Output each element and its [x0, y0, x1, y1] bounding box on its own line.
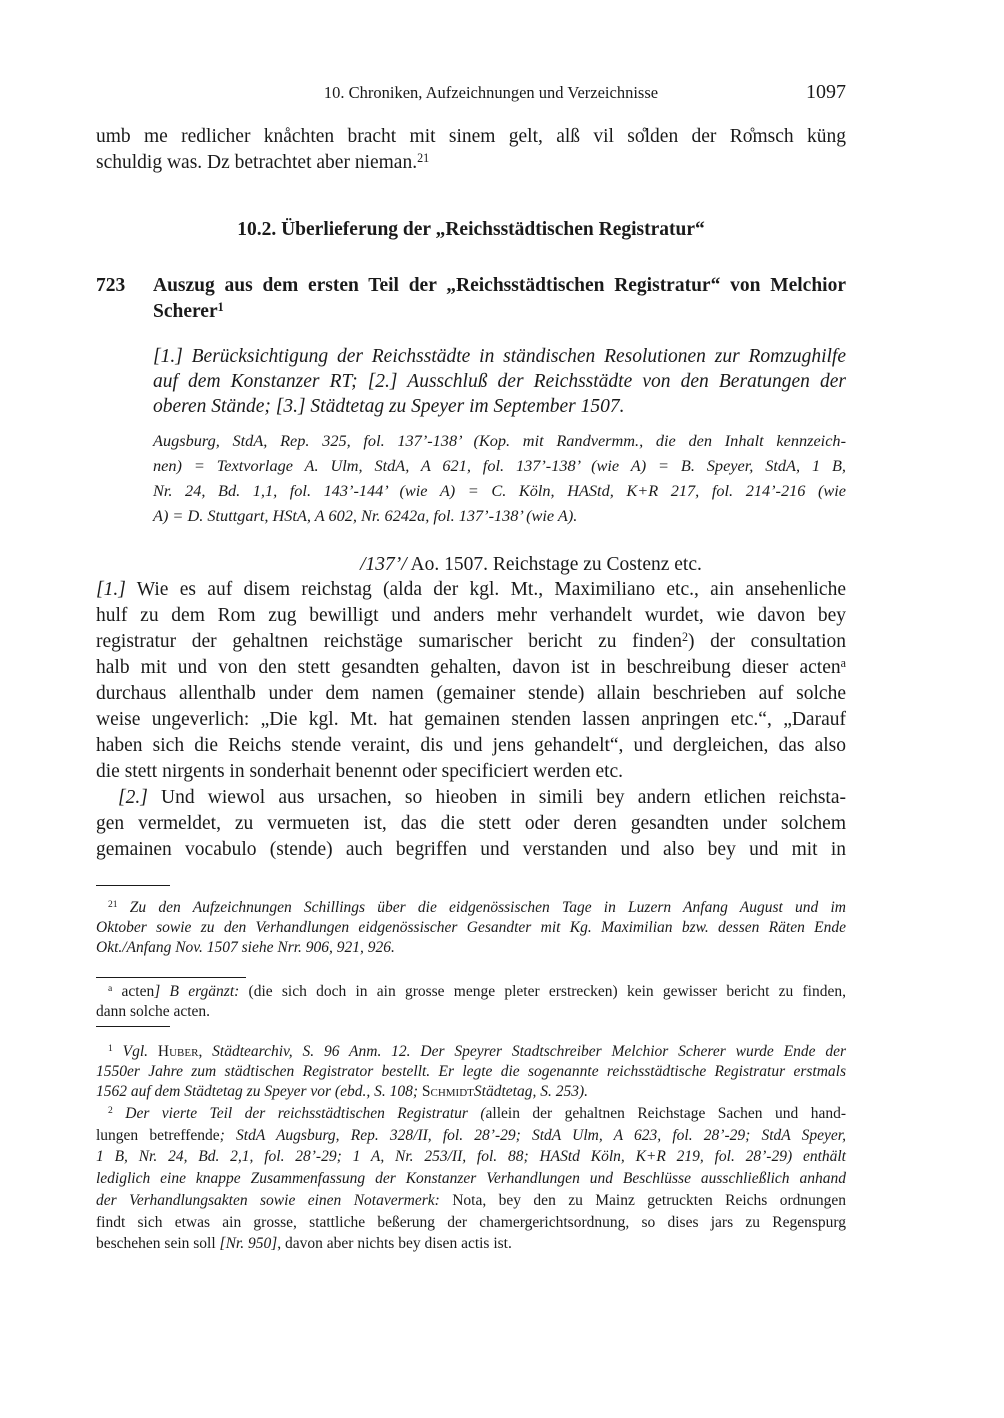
text-line: [153, 299, 846, 325]
text-segment: Okt./Anfang Nov. 1507 siehe Nrr. 906, 921, 926.: [96, 939, 395, 956]
footnote-marker: 1: [217, 299, 224, 314]
footnote-marker: 21: [417, 150, 430, 165]
text-segment: ] B ergänzt:: [154, 983, 240, 1000]
footnote-marker: a: [840, 655, 846, 670]
text-segment: acten: [112, 983, 155, 1000]
text-segment: weise ungeverlich: „Die kgl. Mt. hat gemainen stenden lassen anpringen etc.“, „Darauf: [96, 709, 846, 730]
text-line: [96, 707, 846, 733]
text-segment: Städtetag, S. 253).: [473, 1083, 588, 1100]
footnote-marker: a: [108, 983, 113, 995]
text-line: [153, 344, 846, 369]
footnote-rule: [96, 885, 170, 886]
footnote-marker: 2: [108, 1105, 113, 1117]
text-segment: Ao. 1507. Reichstage zu Costenz etc.: [406, 554, 702, 575]
text-segment: nen) = Textvorlage A. Ulm, StdA, A 621, fol. 137’-138’ (wie A) = B. Speyer, StdA, 1 B,: [153, 456, 846, 475]
text-segment: durchaus allenthalb under dem namen (gemainer stende) allain beschrieben auf solche: [96, 683, 846, 704]
text-line: [153, 453, 846, 478]
text-segment: 1550er Jahre zum städtischen Registrator bestellt. Er legte die sogenannte reichsstädtische Registratur erstmals: [96, 1063, 846, 1080]
text-segment: [1.] Berücksichtigung der Reichsstädte in ständischen Resolutionen zur Romzughilfe: [153, 346, 846, 367]
text-line: [96, 603, 846, 629]
text-segment: Oktober sowie zu den Verhandlungen eidgenössischer Gesandter mit Kg. Maximilian bzw. dessen Räten Ende: [96, 919, 846, 936]
text-segment: 1562 auf dem Städtetag zu Speyer vor (ebd., S. 108;: [96, 1083, 422, 1100]
text-line: [96, 837, 846, 863]
text-line: [96, 1062, 846, 1082]
footnote-marker: 1: [108, 1043, 113, 1055]
paragraph-2: [96, 785, 846, 863]
text-segment: halb mit und von den stett gesandten gehalten, davon ist in beschreibung dieser acten: [96, 657, 841, 678]
text-segment: umb me redlicher knåchten bracht mit sinem gelt, alß vil so̊lden der Ro̊msch küng: [96, 126, 846, 147]
text-line: [96, 811, 846, 837]
intro-text: [96, 124, 846, 176]
text-line: [96, 681, 846, 707]
text-segment: A) = D. Stuttgart, HStA, A 602, Nr. 6242a, fol. 137’-138’ (wie A).: [153, 506, 578, 525]
text-segment: Augsburg, StdA, Rep. 325, fol. 137’-138’ (Kop. mit Randvermm., die den Inhalt kennzeich-: [153, 431, 846, 450]
text-line: [96, 938, 846, 958]
text-line: [96, 1103, 846, 1125]
text-heading: [96, 552, 846, 578]
text-line: [96, 918, 846, 938]
text-segment: dann solche acten.: [96, 1003, 211, 1020]
text-segment: (die sich doch in ain grosse menge pleter erstrecken) kein gewisser bericht zu finden,: [239, 983, 846, 1000]
text-line: [96, 1002, 846, 1022]
text-segment: schuldig was. Dz betrachtet aber nieman.: [96, 152, 418, 173]
footnote-rule: [96, 977, 246, 978]
text-line: [96, 629, 846, 655]
text-line: [153, 273, 846, 299]
text-segment: findt sich etwas ain grosse, stattliche beßerung der chamergerichtsordnung, so dises jars zu Regenspurg: [96, 1213, 846, 1231]
text-segment: registratur der gehaltnen reichstäge sumarischer bericht zu finden: [96, 631, 682, 652]
text-segment: oberen Stände; [3.] Städtetag zu Speyer im September 1507.: [153, 396, 625, 417]
text-line: [96, 759, 846, 785]
text-line: [96, 785, 846, 811]
text-line: [96, 733, 846, 759]
footnote-marker: 21: [108, 899, 118, 911]
text-line: [153, 478, 846, 503]
text-line: [96, 1212, 846, 1234]
footnote-1: [96, 1042, 846, 1102]
text-line: [96, 150, 846, 176]
text-line: [96, 1042, 846, 1062]
text-segment: Zu den Aufzeichnungen Schillings über die eidgenössischen Tage in Luzern Anfang August und im: [117, 899, 846, 916]
text-segment: lediglich eine knappe Zusammenfassung der Konstanzer Verhandlungen und Beschlüsse ausschließlich anhand: [96, 1170, 846, 1188]
text-segment: Nr. 24, Bd. 1,1, fol. 143’-144’ (wie A) = C. Köln, HAStd, K+R 217, fol. 214’-216 (wie: [153, 481, 846, 500]
text-segment: auf dem Konstanzer RT; [2.] Ausschluß der Reichsstädte von den Beratungen der: [153, 371, 846, 392]
text-segment: [148, 1043, 158, 1060]
text-segment: Der vierte Teil der reichsstädtischen Registratur (: [112, 1105, 486, 1122]
text-line: [96, 1190, 846, 1212]
text-line: [96, 898, 846, 918]
document-summary: [153, 344, 846, 419]
section-heading: 10.2. Überlieferung der „Reichsstädtischen Registratur“: [237, 219, 705, 240]
text-line: [96, 1125, 846, 1147]
text-segment: Schmidt: [421, 1083, 474, 1100]
text-segment: hulf zu dem Rom zug bewilligt und anders mehr verhandelt wurdet, wie davon bey: [96, 605, 846, 626]
text-segment: Wie es auf disem reichstag (alda der kgl. Mt., Maximiliano etc., ain ansehenliche: [125, 579, 846, 600]
document-sources: [153, 428, 846, 528]
text-line: [216, 552, 846, 578]
text-segment: lungen betreffende: [96, 1126, 220, 1144]
running-title: 10. Chroniken, Aufzeichnungen und Verzeichnisse: [323, 83, 659, 102]
text-line: [153, 428, 846, 453]
text-segment: gemainen vocabulo (stende) auch begriffen und verstanden und also bey und mit in: [96, 839, 846, 860]
text-segment: ,: [198, 1043, 213, 1060]
text-line: [153, 503, 846, 528]
text-segment: der Verhandlungsakten sowie einen Notavermerk:: [96, 1191, 440, 1209]
text-line: [96, 1168, 846, 1190]
text-segment: Huber: [157, 1043, 199, 1060]
text-segment: ) der consultation: [688, 631, 846, 652]
footnote-2: [96, 1103, 846, 1255]
document-title: [153, 273, 846, 325]
text-line: [96, 1233, 846, 1255]
text-segment: /137’/: [360, 554, 407, 575]
text-segment: [Nr. 950]: [219, 1235, 278, 1253]
footnote-rule: [96, 1026, 170, 1027]
text-line: [96, 1082, 846, 1102]
text-segment: allein der gehaltnen Reichstage Sachen und hand-: [485, 1105, 846, 1122]
footnote-marker: 2: [681, 629, 688, 644]
running-header: [96, 83, 846, 103]
text-segment: , davon aber nichts bey disen actis ist.: [277, 1235, 512, 1253]
text-segment: die stett nirgents in sonderhait benennt oder specificiert werden etc.: [96, 761, 624, 782]
text-segment: ; StdA Augsburg, Rep. 328/II, fol. 28’-29; StdA Ulm, A 623, fol. 28’-29; StdA Speyer,: [219, 1126, 846, 1144]
text-segment: Scherer: [153, 301, 218, 322]
text-segment: 1 B, Nr. 24, Bd. 2,1, fol. 28’-29; 1 A, Nr. 253/II, fol. 88; HAStd Köln, K+R 219, fol. 28’-29) enthält: [96, 1148, 846, 1166]
text-line: [96, 577, 846, 603]
footnote-a: [96, 982, 846, 1022]
footnote-21: [96, 898, 846, 958]
text-segment: [1.]: [96, 579, 126, 600]
text-line: [153, 369, 846, 394]
text-line: [153, 394, 846, 419]
paragraph-1: [96, 577, 846, 785]
text-line: [96, 655, 846, 681]
text-segment: beschehen sein soll: [96, 1235, 220, 1253]
text-segment: Auszug aus dem ersten Teil der „Reichsstädtischen Registratur“ von Melchior: [153, 275, 846, 296]
text-segment: haben sich die Reichs stende veraint, dis und jens gehandelt“, und dergleichen, das also: [96, 735, 846, 756]
document-number: 723: [96, 275, 126, 296]
text-segment: Vgl.: [112, 1043, 149, 1060]
text-segment: Städtearchiv, S. 96 Anm. 12. Der Speyrer Stadtschreiber Melchior Scherer wurde Ende der: [212, 1043, 847, 1060]
text-line: [96, 124, 846, 150]
text-segment: Und wiewol aus ursachen, so hieoben in simili bey andern etlichen reichsta-: [147, 787, 846, 808]
text-line: [96, 982, 846, 1002]
text-segment: gen vermeldet, zu vermueten ist, das die stett oder deren gesandten under solchem: [96, 813, 846, 834]
text-line: [96, 1146, 846, 1168]
text-segment: [2.]: [118, 787, 148, 808]
page-number: 1097: [806, 81, 846, 103]
text-segment: Nota, bey den zu Mainz getruckten Reichs ordnungen: [439, 1191, 846, 1209]
